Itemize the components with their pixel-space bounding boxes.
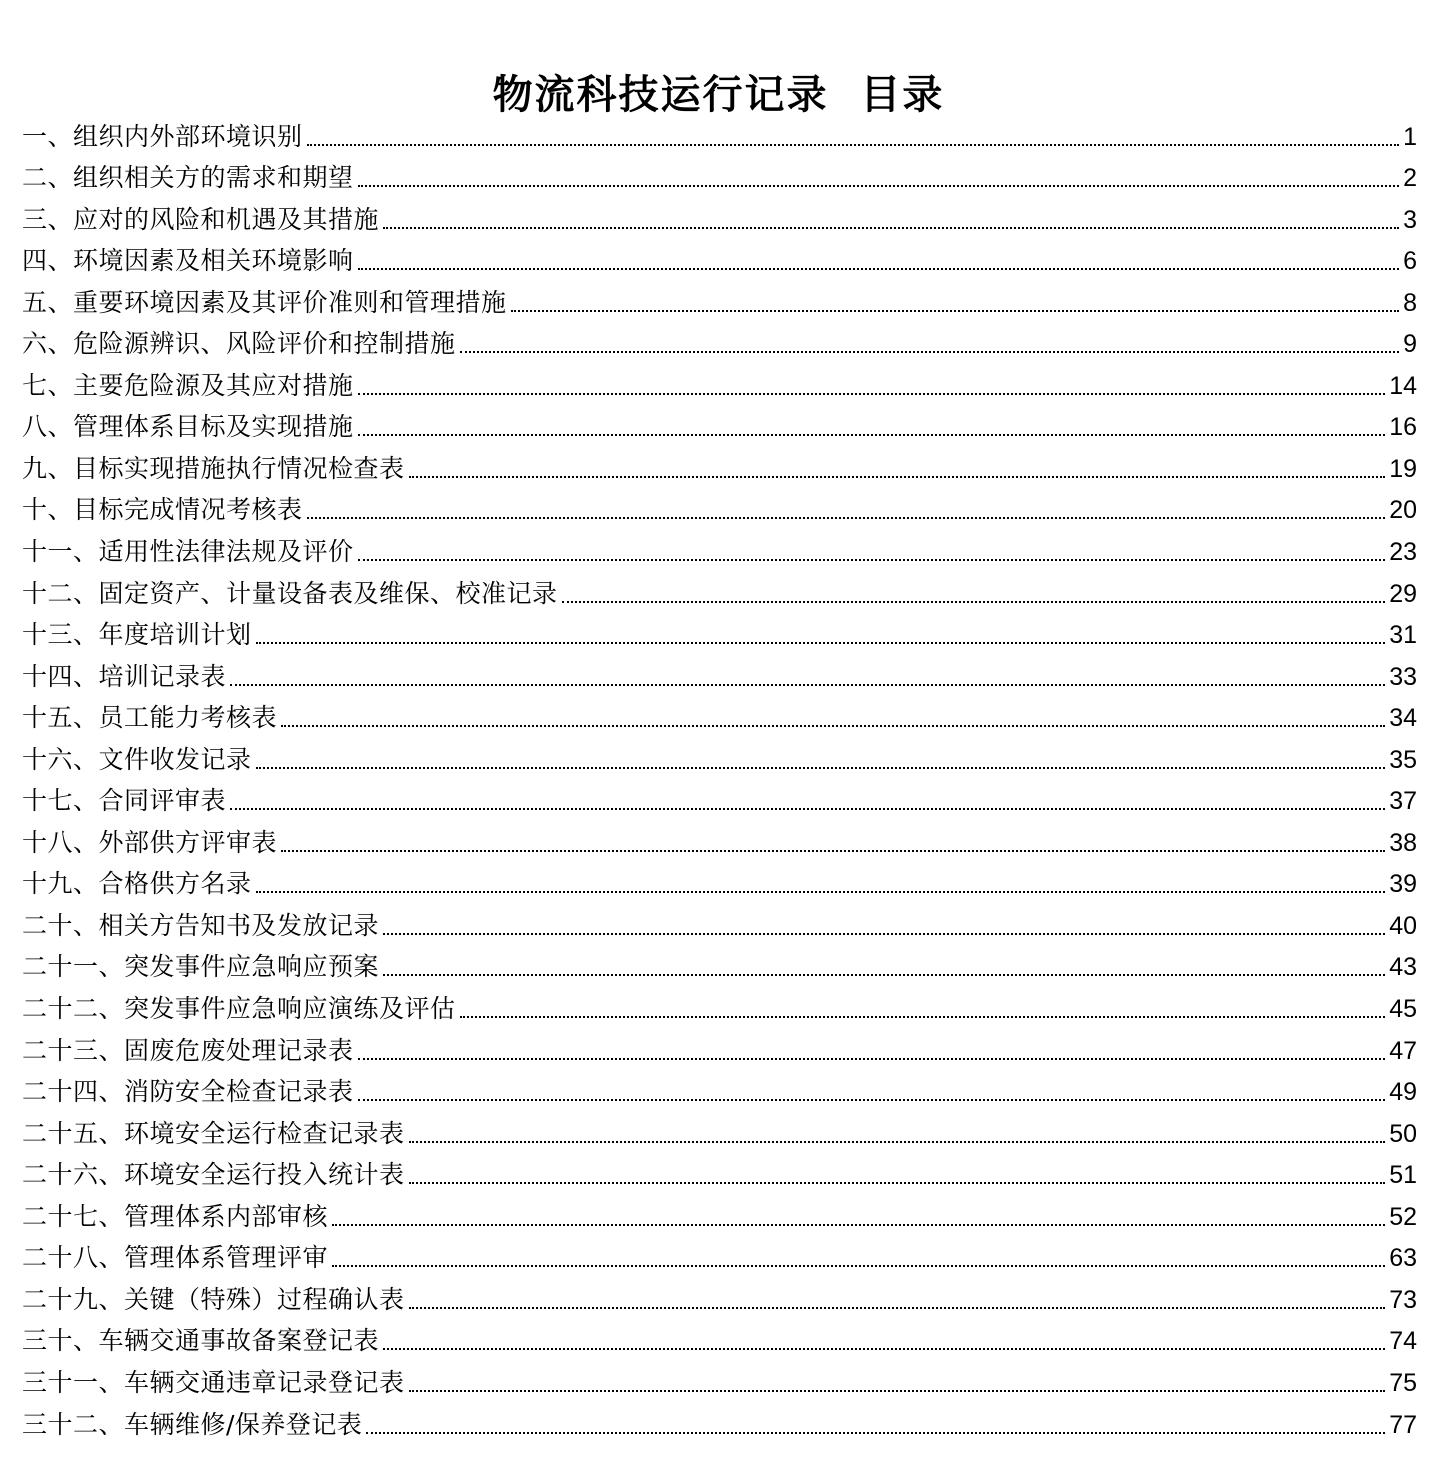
toc-entry-page-number: 73: [1389, 1285, 1417, 1314]
toc-entry-page-number: 49: [1389, 1078, 1417, 1107]
toc-entry-label: 十六、文件收发记录: [22, 744, 252, 774]
toc-dot-leader: [409, 476, 1386, 478]
toc-entry-page-number: 16: [1389, 413, 1417, 442]
toc-entry-page-number: 43: [1389, 953, 1417, 982]
toc-entry-label: 十四、培训记录表: [22, 661, 227, 691]
toc-entry[interactable]: [22, 1315, 1417, 1357]
toc-entry-page-number: 51: [1389, 1161, 1417, 1190]
toc-dot-leader: [409, 1390, 1386, 1392]
toc-entry[interactable]: [22, 276, 1417, 318]
toc-entry-page-number: 38: [1389, 828, 1417, 857]
toc-entry[interactable]: [22, 858, 1417, 900]
toc-entry-page-number: 9: [1403, 330, 1417, 359]
toc-entry-label: 三十、车辆交通事故备案登记表: [22, 1326, 380, 1356]
toc-dot-leader: [307, 517, 1386, 519]
toc-entry-label: 十八、外部供方评审表: [22, 827, 278, 857]
toc-entry[interactable]: [22, 1107, 1417, 1149]
toc-entry-label: 一、组织内外部环境识别: [22, 121, 303, 151]
toc-entry-page-number: 2: [1403, 164, 1417, 193]
toc-entry-page-number: 75: [1389, 1368, 1417, 1397]
toc-entry-label: 二十六、环境安全运行投入统计表: [22, 1160, 405, 1190]
toc-entry[interactable]: [22, 1066, 1417, 1108]
toc-entry-label: 二十八、管理体系管理评审: [22, 1243, 329, 1273]
toc-dot-leader: [358, 1058, 1386, 1060]
toc-dot-leader: [460, 1016, 1386, 1018]
toc-entry[interactable]: [22, 235, 1417, 277]
toc-entry-page-number: 77: [1389, 1410, 1417, 1439]
toc-entry[interactable]: [22, 1398, 1417, 1440]
toc-dot-leader: [562, 601, 1386, 603]
toc-entry-page-number: 34: [1389, 704, 1417, 733]
toc-entry-page-number: 47: [1389, 1036, 1417, 1065]
toc-entry[interactable]: [22, 1273, 1417, 1315]
toc-entry[interactable]: [22, 1149, 1417, 1191]
toc-dot-leader: [256, 891, 1386, 893]
toc-entry-page-number: 50: [1389, 1119, 1417, 1148]
toc-entry[interactable]: [22, 359, 1417, 401]
toc-entry-label: 十二、固定资产、计量设备表及维保、校准记录: [22, 578, 558, 608]
toc-entry-page-number: 37: [1389, 787, 1417, 816]
toc-dot-leader: [358, 268, 1400, 270]
toc-dot-leader: [383, 974, 1385, 976]
toc-entry-page-number: 74: [1389, 1327, 1417, 1356]
toc-dot-leader: [358, 1099, 1386, 1101]
toc-dot-leader: [383, 933, 1385, 935]
toc-entry[interactable]: [22, 318, 1417, 360]
toc-entry-label: 二十五、环境安全运行检查记录表: [22, 1118, 405, 1148]
toc-entry-label: 八、管理体系目标及实现措施: [22, 412, 354, 442]
toc-entry[interactable]: [22, 567, 1417, 609]
toc-entry-page-number: 63: [1389, 1244, 1417, 1273]
toc-dot-leader: [358, 559, 1386, 561]
toc-entry[interactable]: [22, 484, 1417, 526]
page-title: 物流科技运行记录 目录: [492, 70, 945, 118]
toc-dot-leader: [511, 310, 1400, 312]
toc-entry-label: 二十、相关方告知书及发放记录: [22, 910, 380, 940]
toc-entry[interactable]: [22, 525, 1417, 567]
toc-entry-label: 二十四、消防安全检查记录表: [22, 1077, 354, 1107]
toc-entry-page-number: 1: [1403, 122, 1417, 151]
toc-entry[interactable]: [22, 982, 1417, 1024]
toc-entry-page-number: 52: [1389, 1202, 1417, 1231]
toc-dot-leader: [409, 1141, 1386, 1143]
toc-dot-leader: [281, 725, 1385, 727]
toc-entry-page-number: 35: [1389, 745, 1417, 774]
toc-entry-label: 二十七、管理体系内部审核: [22, 1201, 329, 1231]
toc-entry[interactable]: [22, 1232, 1417, 1274]
toc-entry[interactable]: [22, 110, 1417, 152]
toc-dot-leader: [358, 185, 1400, 187]
toc-entry-label: 五、重要环境因素及其评价准则和管理措施: [22, 287, 507, 317]
toc-entry[interactable]: [22, 442, 1417, 484]
toc-dot-leader: [256, 642, 1386, 644]
toc-dot-leader: [332, 1265, 1385, 1267]
toc-entry[interactable]: [22, 1356, 1417, 1398]
toc-entry[interactable]: [22, 816, 1417, 858]
toc-dot-leader: [409, 1182, 1386, 1184]
toc-entry[interactable]: [22, 401, 1417, 443]
toc-entry-label: 二十三、固废危废处理记录表: [22, 1035, 354, 1065]
toc-entry-label: 十、目标完成情况考核表: [22, 495, 303, 525]
toc-entry-label: 四、环境因素及相关环境影响: [22, 246, 354, 276]
toc-entry[interactable]: [22, 733, 1417, 775]
toc-entry[interactable]: [22, 650, 1417, 692]
toc-entry-label: 七、主要危险源及其应对措施: [22, 370, 354, 400]
toc-entry-page-number: 33: [1389, 662, 1417, 691]
toc-entry[interactable]: [22, 193, 1417, 235]
toc-entry-page-number: 39: [1389, 870, 1417, 899]
toc-entry[interactable]: [22, 152, 1417, 194]
toc-entry-page-number: 23: [1389, 538, 1417, 567]
toc-entry-label: 六、危险源辨识、风险评价和控制措施: [22, 329, 456, 359]
toc-dot-leader: [383, 227, 1399, 229]
toc-entry-label: 二十九、关键（特殊）过程确认表: [22, 1284, 405, 1314]
toc-entry[interactable]: [22, 775, 1417, 817]
toc-dot-leader: [366, 1432, 1385, 1434]
toc-entry-label: 十九、合格供方名录: [22, 869, 252, 899]
toc-entry-page-number: 20: [1389, 496, 1417, 525]
toc-entry-page-number: 8: [1403, 288, 1417, 317]
toc-entry[interactable]: [22, 941, 1417, 983]
toc-entry-page-number: 40: [1389, 911, 1417, 940]
toc-entry[interactable]: [22, 1024, 1417, 1066]
toc-dot-leader: [256, 767, 1386, 769]
toc-entry-label: 十五、员工能力考核表: [22, 703, 278, 733]
toc-entry-page-number: 3: [1403, 205, 1417, 234]
toc-entry[interactable]: [22, 899, 1417, 941]
toc-dot-leader: [409, 1307, 1386, 1309]
toc-dot-leader: [358, 434, 1386, 436]
toc-entry-label: 十一、适用性法律法规及评价: [22, 537, 354, 567]
toc-dot-leader: [281, 850, 1385, 852]
toc-entry[interactable]: [22, 692, 1417, 734]
toc-dot-leader: [383, 1348, 1385, 1350]
toc-entry-label: 二十一、突发事件应急响应预案: [22, 952, 380, 982]
toc-entry-label: 十七、合同评审表: [22, 786, 227, 816]
toc-entry-label: 九、目标实现措施执行情况检查表: [22, 453, 405, 483]
toc-dot-leader: [358, 393, 1386, 395]
table-of-contents: [22, 110, 1417, 1440]
toc-entry-label: 三十二、车辆维修/保养登记表: [22, 1409, 363, 1439]
toc-entry-page-number: 45: [1389, 995, 1417, 1024]
toc-entry-label: 二十二、突发事件应急响应演练及评估: [22, 994, 456, 1024]
toc-dot-leader: [307, 144, 1400, 146]
toc-dot-leader: [230, 684, 1385, 686]
toc-entry[interactable]: [22, 1190, 1417, 1232]
toc-entry-label: 二、组织相关方的需求和期望: [22, 163, 354, 193]
toc-entry-page-number: 6: [1403, 247, 1417, 276]
toc-entry-page-number: 19: [1389, 454, 1417, 483]
toc-entry-page-number: 29: [1389, 579, 1417, 608]
toc-entry[interactable]: [22, 609, 1417, 651]
toc-entry-page-number: 31: [1389, 621, 1417, 650]
toc-entry-label: 三十一、车辆交通违章记录登记表: [22, 1367, 405, 1397]
toc-entry-label: 十三、年度培训计划: [22, 620, 252, 650]
toc-dot-leader: [230, 808, 1385, 810]
toc-dot-leader: [332, 1224, 1385, 1226]
toc-entry-label: 三、应对的风险和机遇及其措施: [22, 204, 380, 234]
toc-entry-page-number: 14: [1389, 371, 1417, 400]
toc-dot-leader: [460, 351, 1400, 353]
